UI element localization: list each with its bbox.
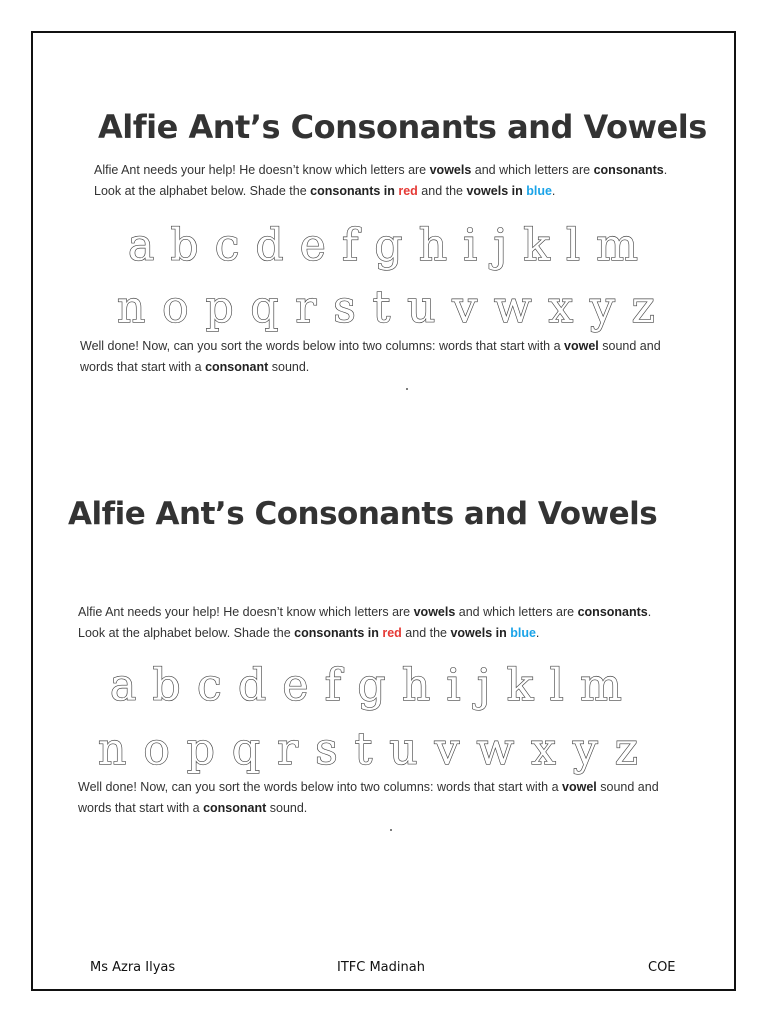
letter-h[interactable]: h [418,220,448,271]
intro-bold: vowels [413,605,456,619]
letter-m[interactable]: m [580,660,622,711]
letter-o[interactable]: o [162,282,189,333]
letter-e[interactable]: e [299,220,326,271]
alphabet-row-1 [128,222,638,270]
letter-y[interactable]: y [589,282,615,333]
letter-k[interactable]: k [523,220,550,271]
speck [390,829,392,831]
intro-bold: vowels in [466,184,527,198]
intro-text: and which letters are [455,605,578,619]
intro-paragraph [78,602,660,644]
intro-text: Alfie Ant needs your help! He doesn’t know which letters are [78,605,414,619]
letter-w[interactable]: w [476,724,515,775]
letter-n[interactable]: n [117,282,146,333]
red-word: red [398,184,418,198]
intro-bold: vowels [429,163,472,177]
letter-l[interactable]: l [549,660,564,711]
intro-text: and the [401,626,451,640]
letter-s[interactable]: s [333,282,356,333]
letter-d[interactable]: d [237,660,267,711]
footer-right: COE [648,960,676,975]
letter-t[interactable]: t [354,724,373,775]
outro-paragraph [78,777,678,819]
letter-b[interactable]: b [170,220,199,271]
intro-bold: consonants [593,163,664,177]
letter-a[interactable]: a [128,220,155,271]
alphabet-row-2 [117,284,655,332]
outro-text: sound. [268,360,310,374]
letter-p[interactable]: p [205,282,234,333]
letter-a[interactable]: a [110,660,137,711]
letter-z[interactable]: z [614,724,638,775]
red-word: red [382,626,402,640]
outro-text: sound and words that start with a [80,339,661,374]
letter-c[interactable]: c [197,660,222,711]
letter-e[interactable]: e [282,660,309,711]
letter-f[interactable]: f [341,220,359,271]
outro-text: sound and words that start with a [78,780,659,815]
letter-i[interactable]: i [446,660,461,711]
letter-j[interactable]: j [493,220,508,271]
letter-p[interactable]: p [186,724,215,775]
letter-d[interactable]: d [255,220,284,271]
intro-text: Alfie Ant needs your help! He doesn’t know which letters are [94,163,430,177]
letter-z[interactable]: z [631,282,655,333]
speck [406,388,408,390]
letter-b[interactable]: b [152,660,181,711]
worksheet-title: Alfie Ant’s Consonants and Vowels [98,108,707,146]
letter-q[interactable]: q [250,282,279,333]
footer-left: Ms Azra Ilyas [90,960,176,975]
intro-text: . [535,626,540,640]
letter-x[interactable]: x [548,282,574,333]
intro-bold: consonants [577,605,648,619]
letter-r[interactable]: r [277,724,299,775]
letter-v[interactable]: v [452,282,478,333]
outro-bold: vowel [564,339,599,353]
letter-f[interactable]: f [324,660,342,711]
letter-q[interactable]: q [231,724,261,775]
intro-text: and which letters are [471,163,594,177]
intro-paragraph [94,160,674,202]
letter-u[interactable]: u [389,724,418,775]
letter-s[interactable]: s [315,724,338,775]
letter-u[interactable]: u [407,282,436,333]
letter-o[interactable]: o [143,724,170,775]
letter-g[interactable]: g [357,660,386,711]
outro-bold: consonant [203,801,267,815]
letter-k[interactable]: k [506,660,534,711]
letter-w[interactable]: w [493,282,532,333]
letter-t[interactable]: t [372,282,391,333]
alphabet-row-1 [110,662,622,710]
letter-c[interactable]: c [214,220,240,271]
letter-i[interactable]: i [463,220,478,271]
intro-bold: vowels in [450,626,511,640]
letter-l[interactable]: l [566,220,581,271]
letter-n[interactable]: n [98,724,127,775]
letter-x[interactable]: x [531,724,556,775]
intro-bold: consonants in [294,626,383,640]
alphabet-row-2 [98,726,638,774]
outro-text: Well done! Now, can you sort the words below into two columns: words that start with a [80,339,565,353]
outro-text: Well done! Now, can you sort the words below into two columns: words that start with a [78,780,563,794]
intro-text: and the [417,184,467,198]
letter-j[interactable]: j [476,660,491,711]
intro-text: . Look at the alphabet below. Shade the [94,163,668,198]
outro-text: sound. [266,801,308,815]
letter-y[interactable]: y [572,724,598,775]
intro-text: . Look at the alphabet below. Shade the [78,605,652,640]
letter-v[interactable]: v [434,724,460,775]
outro-bold: vowel [562,780,597,794]
blue-word: blue [526,184,552,198]
letter-h[interactable]: h [401,660,431,711]
letter-m[interactable]: m [596,220,638,271]
letter-g[interactable]: g [374,220,403,271]
outro-paragraph [80,336,680,378]
blue-word: blue [510,626,536,640]
intro-bold: consonants in [310,184,399,198]
letter-r[interactable]: r [295,282,317,333]
outro-bold: consonant [205,360,269,374]
intro-text: . [551,184,556,198]
worksheet-title: Alfie Ant’s Consonants and Vowels [68,496,658,532]
footer-center: ITFC Madinah [337,960,425,975]
